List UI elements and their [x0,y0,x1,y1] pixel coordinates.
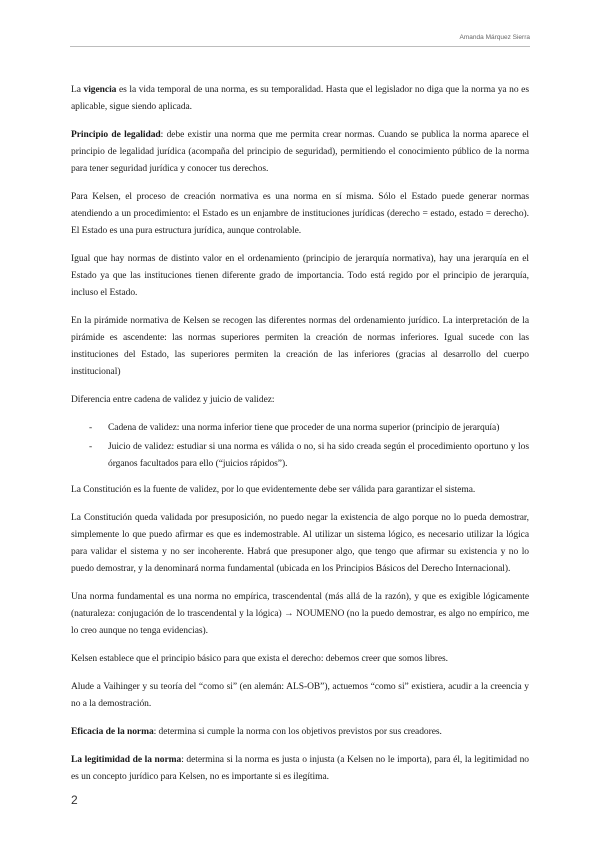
term-legitimidad: La legitimidad de la norma [71,755,182,765]
paragraph-vigencia-lead: La [71,85,84,95]
paragraph-jerarquia: Igual que hay normas de distinto valor en el ordenamiento (principio de jerarquía normativa), hay una jerarquía en el Estado ya que las instituciones tienen diferente grado de importancia. Todo está regido por el principio de jerarquía, incluso el Estado. [71,254,529,298]
term-eficacia: Eficacia de la norma [71,727,154,737]
validity-list [71,420,529,473]
list-item-text: Cadena de validez: una norma inferior tiene que proceder de una norma superior (principio de jerarquía) [108,423,500,433]
paragraph-vaihinger: Alude a Vaihinger y su teoría del “como si” (en alemán: ALS-OB”), actuemos “como si” existiera, acudir a la creencia y no a la demostración. [71,682,529,709]
paragraph-vigencia [71,82,529,116]
list-item [71,439,529,473]
paragraph-eficacia-text: : determina si cumple la norma con los objetivos previstos por sus creadores. [153,727,442,737]
paragraph-constitucion-presuposicion: La Constitución queda validada por presuposición, no puedo negar la existencia de algo porque no lo pueda demostrar, simplemente lo que puedo afirmar es que es indemostrable. Al utilizar un sistema lógico, es necesario utilizar la lógica para validar el sistema y no ser incoherente. Habrá que presuponer algo, que tengo que afirmar su existencia y no lo puedo demostrar, y la denominará norma fundamental (ubicada en los Principios Básicos del Derecho Internacional). [71,513,529,574]
paragraph-eficacia [71,724,529,741]
term-legalidad: Principio de legalidad [71,130,161,140]
list-item [71,420,529,437]
paragraph-legitimidad-text: : determina si la norma es justa o injusta (a Kelsen no le importa), para él, la legitimidad no es un concepto jurídico para Kelsen, no es importante si es ilegítima. [71,755,529,782]
list-item-text: Juicio de validez: estudiar si una norma es válida o no, si ha sido creada según el procedimiento oportuno y los órganos facultados para ello (“juicios rápidos”). [108,442,529,469]
paragraph-norma-fundamental: Una norma fundamental es una norma no empírica, trascendental (más allá de la razón), y que es exigible lógicamente (naturaleza: conjugación de lo trascendental y la lógica) → NOUMENO (no la puedo demostrar, es algo no empírico, me lo creo aunque no tenga evidencias). [71,592,529,636]
document-body [71,82,529,797]
dash-bullet: - [89,442,93,452]
paragraph-constitucion-fuente: La Constitución es la fuente de validez, por lo que evidentemente debe ser válida para garantizar el sistema. [71,485,476,495]
paragraph-libres: Kelsen establece que el principio básico para que exista el derecho: debemos creer que somos libres. [71,654,448,664]
paragraph-kelsen-creacion: Para Kelsen, el proceso de creación normativa es una norma en sí misma. Sólo el Estado puede generar normas atendiendo a un procedimiento: el Estado es un enjambre de instituciones jurídicas (derecho = estado, estado = derecho). El Estado es una pura estructura jurídica, aunque controlable. [71,192,529,236]
header-divider [70,46,530,47]
dash-bullet: - [89,423,93,433]
paragraph-diferencia: Diferencia entre cadena de validez y juicio de validez: [71,395,275,405]
paragraph-legalidad-text: : debe existir una norma que me permita crear normas. Cuando se publica la norma aparece el principio de legalidad jurídica (acompaña del principio de seguridad), permitiendo el conocimiento público de la norma para tener seguridad jurídica y conocer tus derechos. [71,130,529,174]
paragraph-legalidad [71,127,529,178]
running-header-author: Amanda Márquez Sierra [459,34,530,41]
page-number: 2 [71,793,78,807]
term-vigencia: vigencia [83,85,117,95]
paragraph-piramide: En la pirámide normativa de Kelsen se recogen las diferentes normas del ordenamiento jurídico. La interpretación de la pirámide es ascendente: las normas superiores permiten la creación de normas inferiores. Igual sucede con las instituciones del Estado, las superiores permiten la creación de las inferiores (gracias al desarrollo del cuerpo institucional) [71,316,529,377]
paragraph-legitimidad [71,752,529,786]
paragraph-vigencia-text: es la vida temporal de una norma, es su temporalidad. Hasta que el legislador no diga que la norma ya no es aplicable, sigue siendo aplicada. [71,85,529,112]
